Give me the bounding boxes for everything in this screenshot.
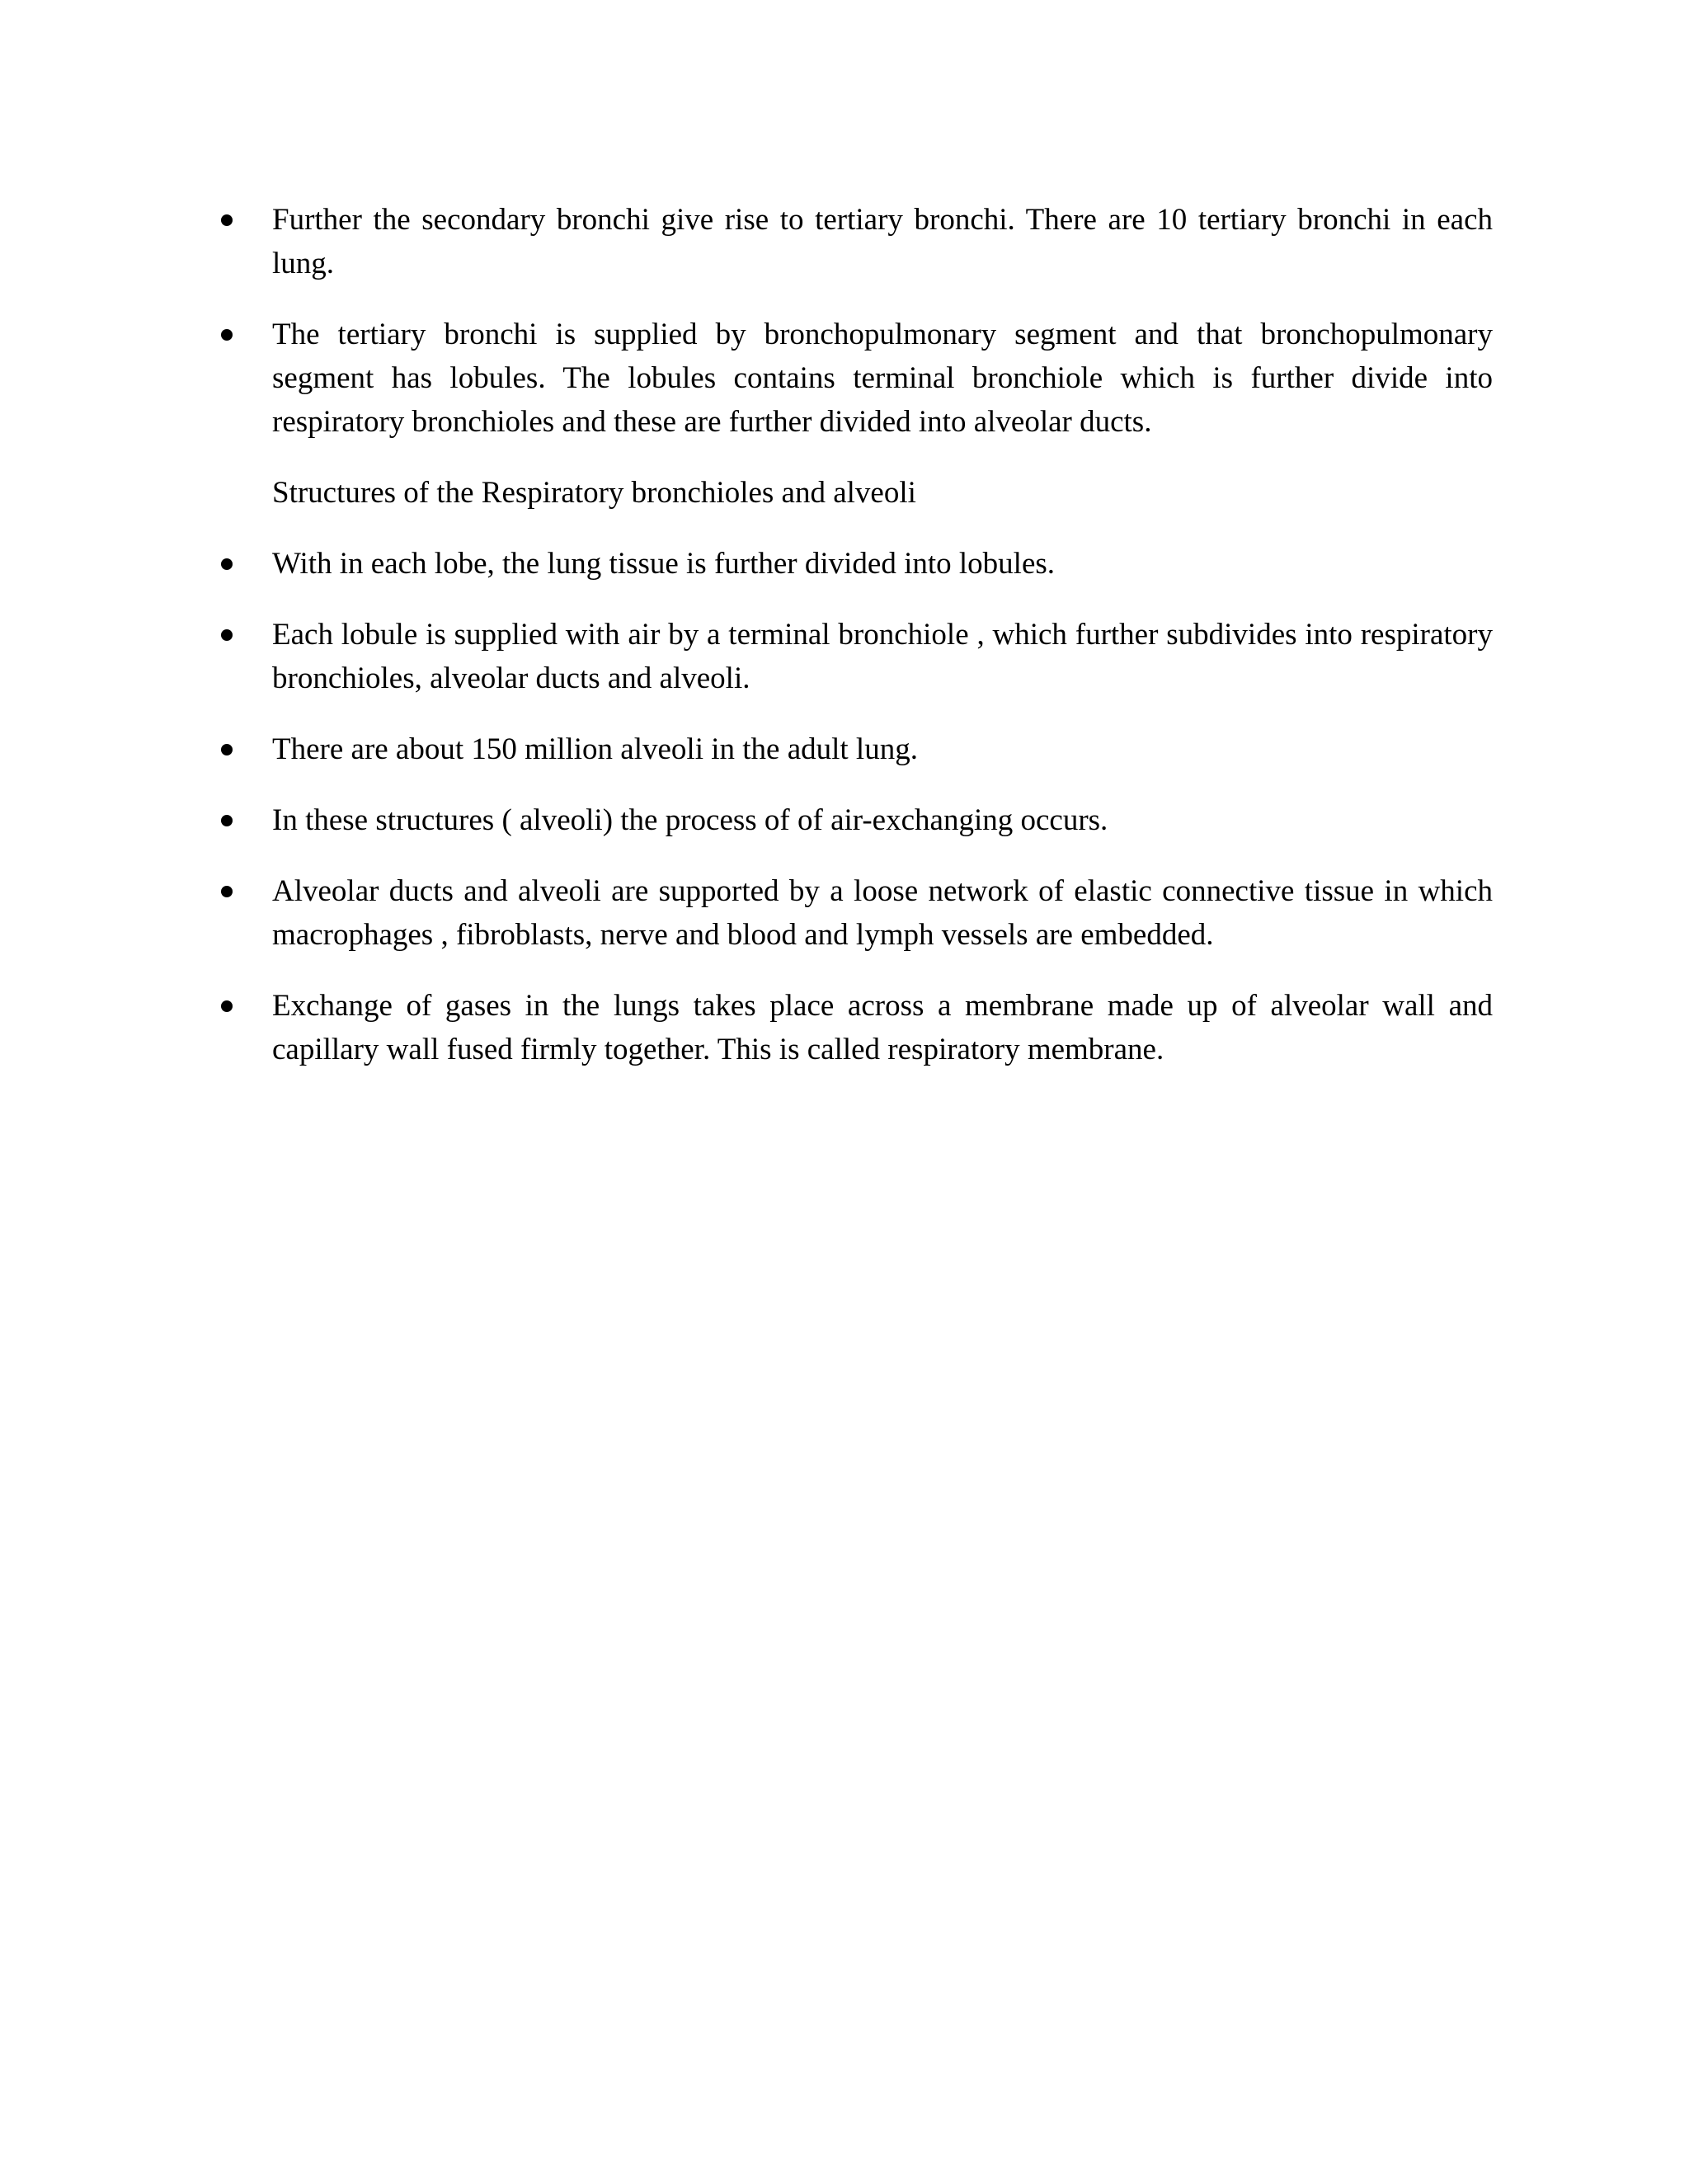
list-item-text: Exchange of gases in the lungs takes place across a membrane made up of alveolar wall and capillary wall fused firmly together. This is called respiratory membrane. [272,989,1493,1066]
bullet-icon [221,815,233,826]
bullet-icon [221,1000,233,1012]
list-item-text: The tertiary bronchi is supplied by bronchopulmonary segment and that bronchopulmonary segment has lobules. The lobules contains terminal bronchiole which is further divide into respiratory bronchioles and these are further divided into alveolar ducts. [272,318,1493,439]
list-item-secondary-to-tertiary-bronchi [272,198,1493,285]
list-item-air-exchange [272,798,1493,842]
list-item-text: Alveolar ducts and alveoli are supported by a loose network of elastic connective tissue in which macrophages , fibroblasts, nerve and blood and lymph vessels are embedded. [272,874,1493,952]
section-heading: Structures of the Respiratory bronchioles and alveoli [272,476,916,510]
list-item-lobe-division [272,542,1493,586]
document-body [272,198,1493,1099]
bullet-icon [221,558,233,570]
list-item-text: With in each lobe, the lung tissue is further divided into lobules. [272,547,1056,581]
bullet-icon [221,744,233,755]
list-item-text: There are about 150 million alveoli in the adult lung. [272,732,918,766]
bullet-icon [221,886,233,897]
list-item-text: Further the secondary bronchi give rise to tertiary bronchi. There are 10 tertiary bronchi in each lung. [272,203,1493,280]
bullet-icon [221,329,233,341]
list-item-lobule-air-supply [272,613,1493,700]
list-item-respiratory-membrane [272,984,1493,1071]
list-item-text: In these structures ( alveoli) the process of of air-exchanging occurs. [272,803,1108,837]
list-item-alveoli-count [272,727,1493,771]
list-item-text: Each lobule is supplied with air by a terminal bronchiole , which further subdivides into respiratory bronchioles, alveolar ducts and alveoli. [272,618,1493,695]
bullet-icon [221,629,233,641]
list-item-tertiary-bronchi-supply [272,313,1493,444]
bullet-icon [221,214,233,226]
list-item-connective-tissue [272,869,1493,957]
